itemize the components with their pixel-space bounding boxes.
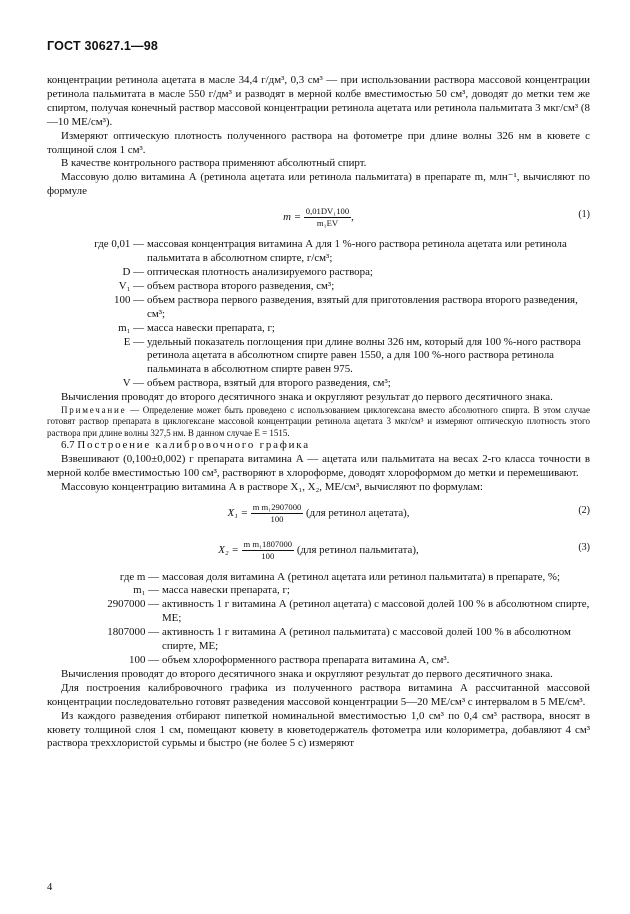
definition-term: 2907000 — <box>107 598 159 611</box>
definition-row <box>47 377 590 391</box>
definition-term: V — <box>122 377 144 390</box>
definition-row <box>47 654 590 668</box>
numerator: m m₁1807000 <box>243 538 293 549</box>
formula-number: (1) <box>578 209 590 221</box>
definition-row <box>47 280 590 294</box>
section-title: Построение калибровочного графика <box>77 438 310 451</box>
definitions-list <box>47 238 590 391</box>
formula-lhs: m = <box>283 211 302 224</box>
standard-header: ГОСТ 30627.1—98 <box>47 39 159 53</box>
definition-text: активность 1 г витамина А (ретинол ацетата) с массовой долей 100 % в абсолютном спирте, МЕ; <box>162 598 590 625</box>
note-text: — Определение может быть проведено с использованием циклогексана вместо абсолютного спирта. В этом случае готовят раствор препарата в циклогексане массовой концентрации ретинола ацетата 3 мкг/см³ и измеряют оптическую плотность этого раствора при длине волны 327,5 нм. В данном случае E = 1515. <box>47 405 590 438</box>
section-heading <box>47 439 590 453</box>
formula-number: (3) <box>578 541 590 553</box>
definition-term: 1807000 — <box>107 626 159 639</box>
formula-lhs: X₂ = <box>218 543 239 556</box>
definition-text: объем хлороформенного раствора препарата витамина А, см³. <box>162 653 450 666</box>
paragraph: Массовую долю витамина А (ретинола ацетата или ретинола пальмитата) в препарате m, млн⁻¹, вычисляют по формуле <box>47 171 590 198</box>
definition-text: оптическая плотность анализируемого раствора; <box>147 265 373 278</box>
definition-term: E — <box>123 335 144 348</box>
page-body <box>47 74 590 751</box>
definition-term: m₁ — <box>133 584 159 597</box>
definition-row <box>47 238 590 266</box>
paragraph: Взвешивают (0,100±0,002) г препарата витамина А — ацетата или пальмитата на весах 2-го класса точности в мерной колбе вместимостью 100 см³, растворяют в хлороформе, доводят хлороформом до метки и перемешивают. <box>47 452 590 479</box>
note <box>47 405 590 439</box>
fraction <box>242 539 295 562</box>
definition-row <box>47 322 590 336</box>
formula-tail: , <box>351 211 354 224</box>
paragraph: В качестве контрольного раствора применяют абсолютный спирт. <box>61 157 367 170</box>
definition-text: объем раствора второго разведения, см³; <box>147 279 335 292</box>
formula-2 <box>47 498 590 532</box>
definition-term: D — <box>122 265 144 278</box>
definition-row <box>47 294 590 322</box>
definition-row <box>47 626 590 654</box>
definition-text: удельный показатель поглощения при длине волны 326 нм, который для 100 %-ного раствора ретинола ацетата в абсолютном спирте равен 1550, а для 100 %-ного раствора ретинола пальмината в абсолютном спирте равен 975. <box>147 335 581 376</box>
definition-row <box>47 598 590 626</box>
formula-1 <box>47 202 590 236</box>
paragraph: Вычисления проводят до второго десятичного знака и округляют результат до первого десятичного знака. <box>61 667 553 680</box>
definition-term: 100 — <box>114 293 144 306</box>
definition-term: 100 — <box>129 653 159 666</box>
note-label: Примечание <box>61 405 127 416</box>
definition-row <box>47 571 590 585</box>
formula-3 <box>47 535 590 569</box>
definition-text: объем раствора, взятый для второго разведения, см³; <box>147 377 391 390</box>
denominator: m₁EV <box>316 218 339 229</box>
definition-term: m₁ — <box>118 321 144 334</box>
definitions-list <box>47 571 590 668</box>
formula-tail: (для ретинол ацетата), <box>306 506 410 519</box>
paragraph: Из каждого разведения отбирают пипеткой номинальной вместимостью 1,0 см³ по 0,4 см³ раствора, вносят в кювету толщиной слоя 1 см, помещают кювету в кюветодержатель фотометра или колориметра, добавляют 4 см³ раствора треххлористой сурьмы и быстро (не более 5 с) измеряют <box>47 709 590 750</box>
paragraph: Вычисления проводят до второго десятичного знака и округляют результат до первого десятичного знака. <box>61 391 553 404</box>
numerator: m m₁2907000 <box>252 501 302 512</box>
definition-term: где 0,01 — <box>94 238 144 251</box>
paragraph: концентрации ретинола ацетата в масле 34,4 г/дм³, 0,3 см³ — при использовании раствора массовой концентрации ретинола пальмитата в масле 550 г/дм³ и разводят в мерной колбе вместимостью 50 см³, доводят до метки тем же спиртом, получая конечный раствор массовой концентрации ретинола ацетата или ретинола пальмитата 3 мкг/см³ (8—10 МЕ/см³). <box>47 74 590 128</box>
denominator: 100 <box>270 513 284 524</box>
definition-text: объем раствора первого разведения, взятый для приготовления раствора второго разведения, см³; <box>147 293 578 320</box>
page-number: 4 <box>47 882 53 893</box>
section-number: 6.7 <box>61 438 75 451</box>
fraction <box>251 502 304 525</box>
definition-text: масса навески препарата, г; <box>147 321 275 334</box>
definition-row <box>47 584 590 598</box>
numerator: 0,01DV₁100 <box>305 206 350 217</box>
definition-text: активность 1 г витамина А (ретинол пальмитата) с массовой долей 100 % в абсолютном спирте, МЕ; <box>162 626 571 653</box>
definition-row <box>47 266 590 280</box>
definition-row <box>47 336 590 378</box>
fraction <box>304 206 351 229</box>
formula-tail: (для ретинол пальмитата), <box>296 543 419 556</box>
definition-term: где m — <box>119 570 159 583</box>
formula-number: (2) <box>578 504 590 516</box>
definition-text: массовая концентрация витамина А для 1 %-ного раствора ретинола ацетата или ретинола пальмитата в абсолютном спирте, г/см³; <box>147 238 567 265</box>
paragraph: Измеряют оптическую плотность полученного раствора на фотометре при длине волны 326 нм в кювете с толщиной слоя 1 см³. <box>47 129 590 156</box>
paragraph: Для построения калибровочного графика из полученного раствора витамина А рассчитанной массовой концентрации последовательно готовят разведения массовой концентрации 5—20 МЕ/см³ с интервалом в 5 МЕ/см³. <box>47 681 590 708</box>
definition-text: массовая доля витамина А (ретинол ацетата или ретинол пальмитата) в препарате, %; <box>162 570 561 583</box>
definition-term: V₁ — <box>118 279 144 292</box>
denominator: 100 <box>261 550 275 561</box>
paragraph: Массовую концентрацию витамина А в растворе X₁, X₂, МЕ/см³, вычисляют по формулам: <box>61 480 483 493</box>
formula-lhs: X₁ = <box>227 506 248 519</box>
definition-text: масса навески препарата, г; <box>162 584 290 597</box>
